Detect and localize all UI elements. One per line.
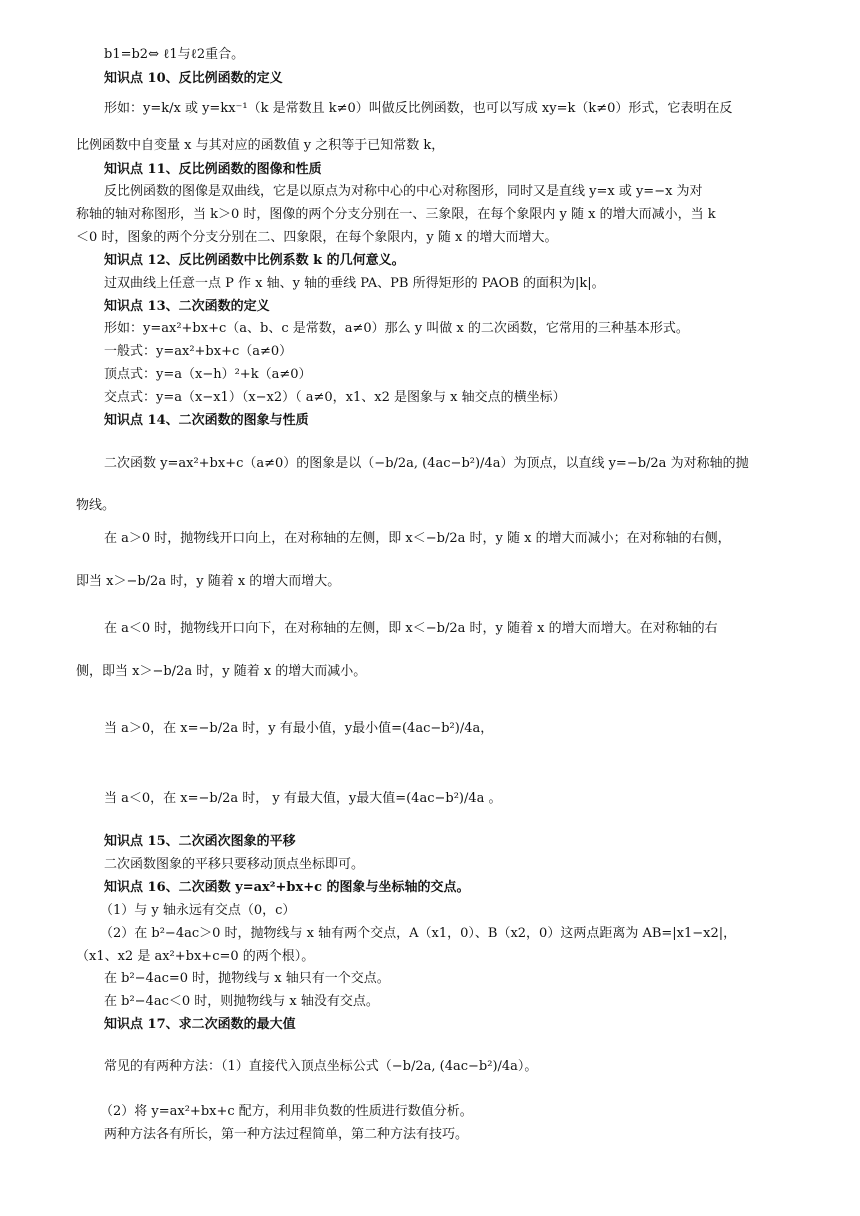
text-line: 物线。 <box>76 498 116 513</box>
text-line: 在 b²−4ac＜0 时，则抛物线与 x 轴没有交点。 <box>104 994 379 1009</box>
text-line: 当 a＞0，在 x=−b/2a 时，y 有最小值，y最小值=(4ac−b²)/4a， <box>104 721 494 736</box>
text-line: 交点式：y=a（x−x1）（x−x2）（ a≠0，x1、x2 是图象与 x 轴交点的横坐标） <box>104 390 566 405</box>
text-line: 反比例函数的图像是双曲线，它是以原点为对称中心的中心对称图形，同时又是直线 y=x 或 y=−x 为对 <box>104 184 703 199</box>
text-line: 比例函数中自变量 x 与其对应的函数值 y 之积等于已知常数 k， <box>76 138 445 153</box>
text-line: 形如：y=ax²+bx+c（a、b、c 是常数，a≠0）那么 y 叫做 x 的二次函数，它常用的三种基本形式。 <box>104 321 689 336</box>
text-line: 常见的有两种方法：（1）直接代入顶点坐标公式（−b/2a, (4ac−b²)/4a）。 <box>104 1059 538 1074</box>
text-line: 两种方法各有所长，第一种方法过程简单，第二种方法有技巧。 <box>104 1127 469 1142</box>
text-line: 二次函数 y=ax²+bx+c（a≠0）的图象是以（−b/2a, (4ac−b²)/4a）为顶点，以直线 y=−b/2a 为对称轴的抛 <box>104 456 749 471</box>
text-line: （x1、x2 是 ax²+bx+c=0 的两个根）。 <box>76 949 315 964</box>
section-heading-17: 知识点 17、求二次函数的最大值 <box>104 1017 296 1032</box>
text-line: 在 a＞0 时，抛物线开口向上，在对称轴的左侧，即 x＜−b/2a 时，y 随 x 的增大而减小；在对称轴的右侧， <box>104 531 731 546</box>
section-heading-10: 知识点 10、反比例函数的定义 <box>104 71 283 86</box>
text-line: 形如：y=k/x 或 y=kx⁻¹（k 是常数且 k≠0）叫做反比例函数，也可以写成 xy=k（k≠0）形式，它表明在反 <box>104 101 733 116</box>
text-line: （1）与 y 轴永远有交点（0，c） <box>100 903 296 918</box>
section-heading-12: 知识点 12、反比例函数中比例系数 k 的几何意义。 <box>104 253 405 268</box>
text-line: ＜0 时，图象的两个分支分别在二、四象限，在每个象限内，y 随 x 的增大而增大。 <box>76 230 558 245</box>
text-line: 称轴的轴对称图形，当 k＞0 时，图像的两个分支分别在一、三象限，在每个象限内 y 随 x 的增大而减小，当 k <box>76 207 716 222</box>
text-line: 侧，即当 x＞−b/2a 时，y 随着 x 的增大而减小。 <box>76 664 367 679</box>
text-line: 过双曲线上任意一点 P 作 x 轴、y 轴的垂线 PA、PB 所得矩形的 PAOB 的面积为|k|。 <box>104 276 605 291</box>
section-heading-16: 知识点 16、二次函数 y=ax²+bx+c 的图象与坐标轴的交点。 <box>104 880 470 895</box>
text-line: （2）将 y=ax²+bx+c 配方，利用非负数的性质进行数值分析。 <box>100 1104 473 1119</box>
text-line: 即当 x＞−b/2a 时，y 随着 x 的增大而增大。 <box>76 574 341 589</box>
text-line: 在 a＜0 时，抛物线开口向下，在对称轴的左侧，即 x＜−b/2a 时，y 随着 x 的增大而增大。在对称轴的右 <box>104 621 718 636</box>
section-heading-11: 知识点 11、反比例函数的图像和性质 <box>104 162 322 177</box>
section-heading-14: 知识点 14、二次函数的图象与性质 <box>104 413 309 428</box>
text-line: 当 a＜0，在 x=−b/2a 时， y 有最大值，y最大值=(4ac−b²)/4a 。 <box>104 791 502 806</box>
section-heading-15: 知识点 15、二次函次图象的平移 <box>104 834 296 849</box>
text-line: 顶点式：y=a（x−h）²+k（a≠0） <box>104 367 312 382</box>
text-line: 二次函数图象的平移只要移动顶点坐标即可。 <box>104 857 365 872</box>
text-line: 在 b²−4ac=0 时，抛物线与 x 轴只有一个交点。 <box>104 971 390 986</box>
section-heading-13: 知识点 13、二次函数的定义 <box>104 299 270 314</box>
text-line: b1=b2⇔ ℓ1与ℓ2重合。 <box>104 47 245 62</box>
text-line: 一般式：y=ax²+bx+c（a≠0） <box>104 344 293 359</box>
text-line: （2）在 b²−4ac＞0 时，抛物线与 x 轴有两个交点，A（x1，0）、B（x2，0）这两点距离为 AB=|x1−x2|， <box>100 926 737 941</box>
